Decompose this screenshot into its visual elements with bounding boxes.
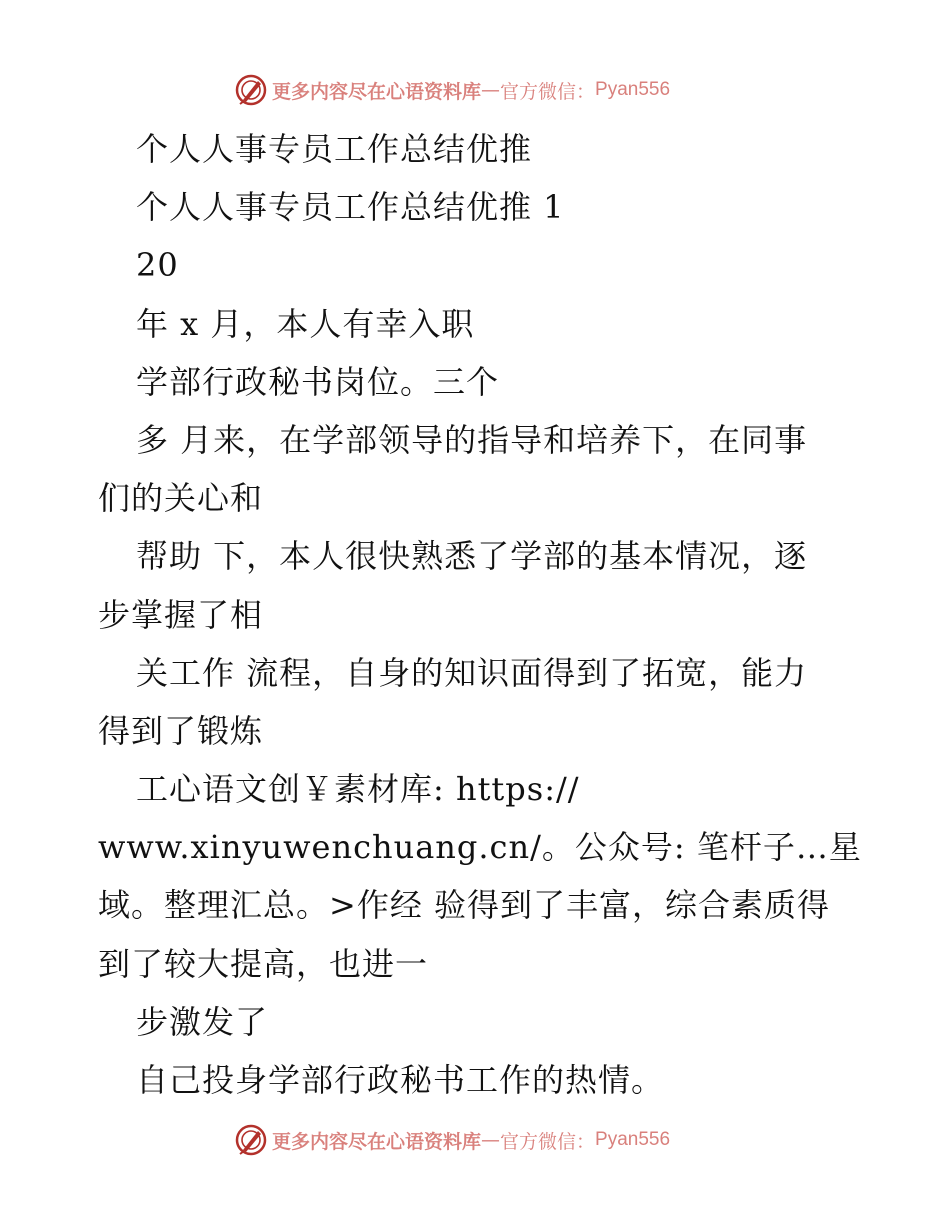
banner-label: 官方微信： bbox=[500, 80, 596, 103]
banner-account: Pyan556 bbox=[595, 79, 671, 100]
banner-separator: — bbox=[481, 1129, 501, 1151]
banner-brand: 更多内容尽在心语资料库 bbox=[272, 80, 482, 103]
text-line: 学部行政秘书岗位。三个 bbox=[136, 362, 500, 401]
banner-account: Pyan556 bbox=[595, 1129, 671, 1150]
text-line: 得到了锻炼 bbox=[98, 711, 264, 750]
text-line: 个人人事专员工作总结优推 bbox=[136, 130, 533, 168]
text-line: 到了较大提高，也进一 bbox=[98, 944, 429, 983]
text-line: 们的关心和 bbox=[98, 479, 264, 518]
footer-banner bbox=[234, 1122, 670, 1158]
text-line: 步掌握了相 bbox=[98, 595, 264, 634]
text-line: 关工作 流程，自身的知识面得到了拓宽，能力 bbox=[136, 653, 808, 692]
text-line: 自己投身学部行政秘书工作的热情。 bbox=[136, 1061, 665, 1099]
text-line: 多 月来，在学部领导的指导和培养下，在同事 bbox=[136, 420, 808, 459]
text-line: 年 x 月，本人有幸入职 bbox=[136, 304, 475, 343]
banner-brand: 更多内容尽在心语资料库 bbox=[272, 1130, 482, 1153]
banner-separator: — bbox=[481, 79, 501, 101]
header-banner bbox=[234, 72, 670, 108]
text-line: 个人人事专员工作总结优推 1 bbox=[136, 188, 565, 227]
quill-logo-icon bbox=[234, 73, 268, 107]
text-line: www.xinyuwenchuang.cn/。公众号: 笔杆子…星 bbox=[98, 828, 862, 867]
text-line: 帮助 下，本人很快熟悉了学部的基本情况，逐 bbox=[136, 537, 808, 576]
text-line: 20 bbox=[136, 246, 179, 285]
text-line: 工心语文创￥素材库: https:// bbox=[136, 770, 580, 809]
quill-logo-icon bbox=[234, 1123, 268, 1157]
text-line: 步激发了 bbox=[136, 1002, 269, 1041]
document-body bbox=[98, 120, 888, 1109]
text-line: 域。整理汇总。>作经 验得到了丰富，综合素质得 bbox=[98, 886, 830, 925]
banner-label: 官方微信： bbox=[500, 1130, 596, 1153]
